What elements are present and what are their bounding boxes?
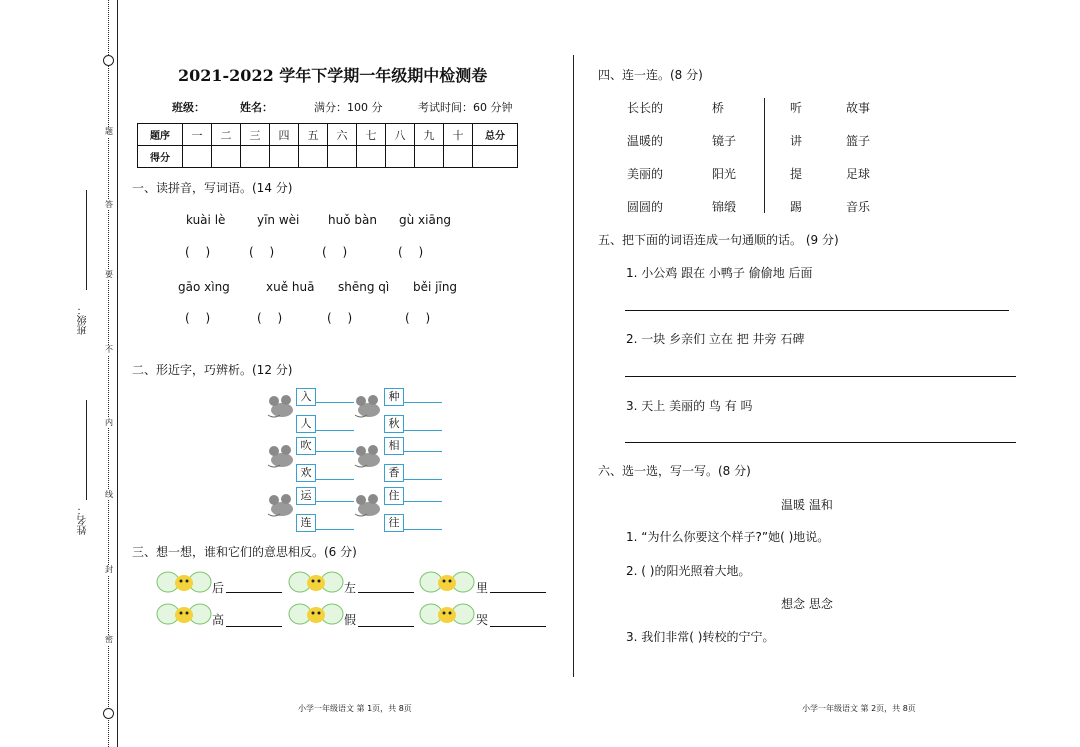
match-word: 镜子 [712, 134, 737, 148]
sentence-words: 2. 一块 乡亲们 立在 把 井旁 石碑 [626, 332, 805, 346]
answer-paren[interactable]: ( ) [405, 311, 437, 325]
match-word: 阳光 [712, 167, 737, 181]
score-cell[interactable] [299, 146, 328, 168]
match-word: 锦缎 [712, 200, 737, 214]
match-word: 长长的 [627, 101, 664, 115]
write-line[interactable] [314, 402, 354, 403]
write-line[interactable] [314, 529, 354, 530]
match-word: 听 [790, 101, 803, 115]
write-line[interactable] [402, 479, 442, 480]
match-word: 讲 [790, 134, 803, 148]
answer-blank[interactable] [490, 592, 546, 593]
score-col: 七 [357, 124, 386, 146]
class-field: 班级： [172, 101, 205, 114]
char-box: 连 [296, 514, 316, 532]
write-line[interactable] [314, 430, 354, 431]
pinyin: xuě huā [266, 280, 315, 294]
match-word: 提 [790, 167, 803, 181]
score-col: 四 [270, 124, 299, 146]
pinyin: běi jīng [413, 280, 458, 294]
answer-blank[interactable] [226, 626, 282, 627]
score-cell[interactable] [212, 146, 241, 168]
fill-question[interactable]: 1. “为什么你要这个样子?”她( )地说。 [626, 530, 830, 544]
answer-paren[interactable]: ( ) [185, 311, 217, 325]
answer-paren[interactable]: ( ) [185, 245, 217, 259]
match-word: 足球 [846, 167, 871, 181]
score-col: 三 [241, 124, 270, 146]
answer-blank[interactable] [358, 626, 414, 627]
char-box: 香 [384, 464, 404, 482]
mouse-icon [353, 492, 383, 520]
pinyin: huǒ bàn [328, 213, 377, 227]
score-cell[interactable] [357, 146, 386, 168]
match-word: 音乐 [846, 200, 871, 214]
class-write-line[interactable] [86, 190, 87, 290]
name-label: 姓名： [78, 505, 89, 535]
antonym-word: 哭 [476, 613, 489, 627]
score-row-label: 得分 [138, 146, 183, 168]
score-col: 一 [183, 124, 212, 146]
class-label: 班级： [78, 305, 89, 335]
name-write-line[interactable] [86, 400, 87, 500]
match-word: 温暖的 [627, 134, 664, 148]
margin-char: 题 [105, 127, 113, 136]
binding-hole [103, 708, 114, 719]
char-box: 运 [296, 487, 316, 505]
write-line[interactable] [402, 402, 442, 403]
pinyin: yīn wèi [257, 213, 300, 227]
sentence-words: 1. 小公鸡 跟在 小鸭子 偷偷地 后面 [626, 266, 813, 280]
margin-char: 答 [105, 200, 113, 209]
score-col: 二 [212, 124, 241, 146]
score-cell[interactable] [444, 146, 473, 168]
section2-heading: 二、形近字，巧辨析。(12 分) [132, 363, 293, 377]
margin-char: 不 [105, 345, 113, 354]
score-col: 九 [415, 124, 444, 146]
antonym-word: 里 [476, 581, 489, 595]
margin-char: 要 [105, 270, 113, 279]
bee-icon [288, 570, 344, 594]
bee-icon [288, 602, 344, 626]
match-word: 篮子 [846, 134, 871, 148]
sentence-words: 3. 天上 美丽的 鸟 有 吗 [626, 399, 753, 413]
write-line[interactable] [402, 529, 442, 530]
fill-question[interactable]: 2. ( )的阳光照着大地。 [626, 564, 751, 578]
char-box: 人 [296, 415, 316, 433]
match-word: 美丽的 [627, 167, 664, 181]
score-cell[interactable] [415, 146, 444, 168]
mouse-icon [266, 443, 296, 471]
pinyin: gù xiāng [399, 213, 452, 227]
bee-icon [156, 570, 212, 594]
write-line[interactable] [402, 430, 442, 431]
char-box: 往 [384, 514, 404, 532]
antonym-word: 高 [212, 613, 225, 627]
antonym-word: 假 [344, 613, 357, 627]
page-divider [573, 55, 574, 677]
answer-paren[interactable]: ( ) [398, 245, 430, 259]
score-table [137, 123, 518, 168]
match-word: 桥 [712, 101, 725, 115]
write-line[interactable] [314, 479, 354, 480]
answer-blank[interactable] [226, 592, 282, 593]
char-box: 住 [384, 487, 404, 505]
section3-heading: 三、想一想，谁和它们的意思相反。(6 分) [132, 545, 357, 559]
answer-line[interactable] [625, 310, 1009, 311]
write-line[interactable] [402, 451, 442, 452]
write-line[interactable] [402, 501, 442, 502]
write-line[interactable] [314, 501, 354, 502]
mouse-icon [353, 443, 383, 471]
match-divider [764, 98, 765, 213]
full-score: 满分：100 分 [314, 101, 383, 114]
antonym-word: 左 [344, 581, 357, 595]
answer-paren[interactable]: ( ) [322, 245, 354, 259]
score-col: 八 [386, 124, 415, 146]
char-box: 相 [384, 437, 404, 455]
page-title: 2021-2022 学年下学期一年级期中检测卷 [178, 66, 488, 85]
answer-line[interactable] [625, 376, 1016, 377]
bee-icon [419, 602, 475, 626]
char-box: 吹 [296, 437, 316, 455]
name-field: 姓名： [240, 101, 273, 114]
bee-icon [419, 570, 475, 594]
binding-hole [103, 55, 114, 66]
answer-paren[interactable]: ( ) [327, 311, 359, 325]
margin-char: 线 [105, 490, 113, 499]
margin-char: 封 [105, 565, 113, 574]
answer-paren[interactable]: ( ) [249, 245, 281, 259]
section4-heading: 四、连一连。(8 分) [598, 68, 703, 82]
exam-time: 考试时间：60 分钟 [418, 101, 513, 114]
mouse-icon [266, 492, 296, 520]
binding-solid-line [117, 0, 118, 747]
answer-paren[interactable]: ( ) [257, 311, 289, 325]
char-box: 秋 [384, 415, 404, 433]
pinyin: gāo xìng [178, 280, 230, 294]
score-cell[interactable] [328, 146, 357, 168]
pinyin: kuài lè [186, 213, 226, 227]
footer-right: 小学一年级语文 第 2页，共 8页 [802, 704, 916, 713]
score-cell[interactable] [183, 146, 212, 168]
answer-blank[interactable] [490, 626, 546, 627]
match-word: 圆圆的 [627, 200, 664, 214]
footer-left: 小学一年级语文 第 1页，共 8页 [298, 704, 412, 713]
score-cell[interactable] [386, 146, 415, 168]
match-word: 故事 [846, 101, 871, 115]
score-col: 六 [328, 124, 357, 146]
char-box: 种 [384, 388, 404, 406]
score-cell[interactable] [241, 146, 270, 168]
bee-icon [156, 602, 212, 626]
section5-heading: 五、把下面的词语连成一句通顺的话。 (9 分) [598, 233, 839, 247]
fill-question[interactable]: 3. 我们非常( )转校的宁宁。 [626, 630, 775, 644]
answer-line[interactable] [625, 442, 1016, 443]
score-table-header: 题序 [138, 124, 183, 146]
answer-blank[interactable] [358, 592, 414, 593]
mouse-icon [266, 393, 296, 421]
char-box: 欢 [296, 464, 316, 482]
score-total-cell[interactable] [473, 146, 518, 168]
word-choices: 温暖 温和 [781, 498, 833, 512]
score-col: 五 [299, 124, 328, 146]
margin-char: 密 [105, 635, 113, 644]
section1-heading: 一、读拼音，写词语。(14 分) [132, 181, 293, 195]
char-box: 入 [296, 388, 316, 406]
mouse-icon [353, 393, 383, 421]
write-line[interactable] [314, 451, 354, 452]
margin-char: 内 [105, 418, 113, 427]
antonym-word: 后 [212, 581, 225, 595]
word-choices: 想念 思念 [781, 597, 833, 611]
match-word: 踢 [790, 200, 803, 214]
pinyin: shēng qì [338, 280, 390, 294]
score-cell[interactable] [270, 146, 299, 168]
section6-heading: 六、选一选，写一写。(8 分) [598, 464, 751, 478]
score-total-header: 总分 [473, 124, 518, 146]
score-col: 十 [444, 124, 473, 146]
